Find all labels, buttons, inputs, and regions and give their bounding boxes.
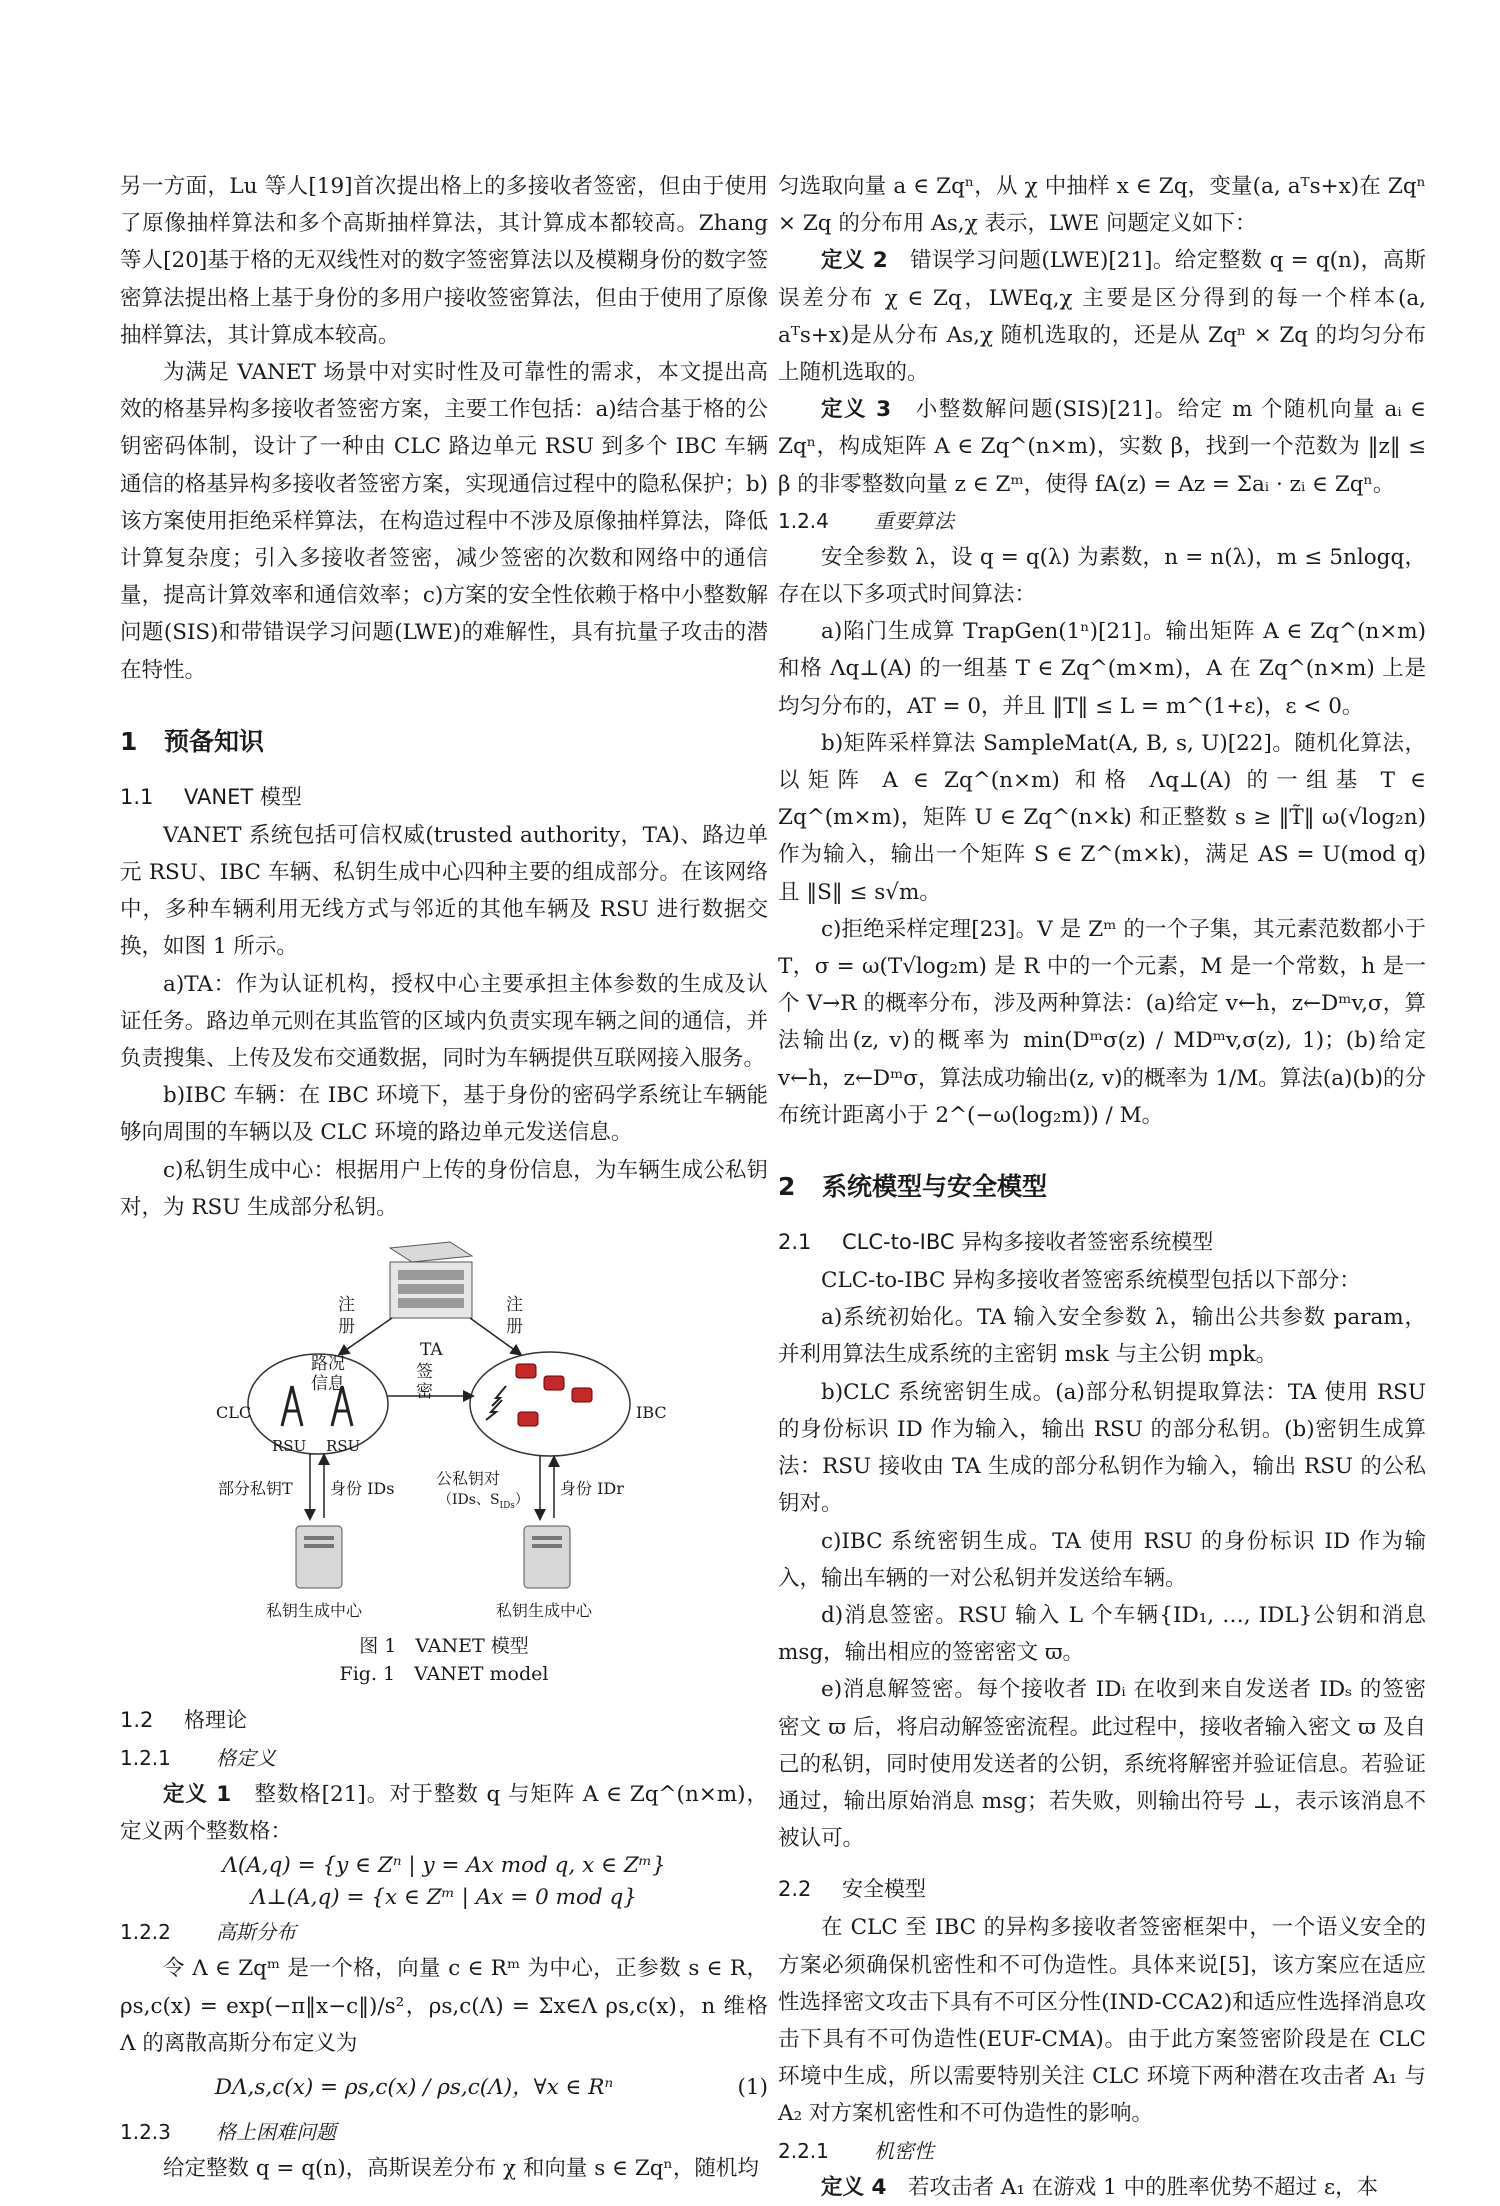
subsubsection-title: 重要算法: [874, 508, 954, 533]
figure-label: 注册: [506, 1295, 523, 1338]
figure-label: 私钥生成中心: [496, 1601, 593, 1621]
wireless-signal-icon: [486, 1386, 506, 1420]
paragraph: a)陷门生成算 TrapGen(1ⁿ)[21]。输出矩阵 A ∈ Zq^(n×m) 和格 Λq⊥(A) 的一组基 T ∈ Zq^(m×m)，A 在 Zq^(n×m) 上是均匀分布的，AT = 0，并且 ‖T‖ ≤ L = m^(1+ε)，ε < 0。: [778, 619, 1426, 719]
paragraph: e)消息解签密。每个接收者 IDᵢ 在收到来自发送者 IDₛ 的签密密文 ϖ 后，将启动解签密流程。此过程中，接收者输入密文 ϖ 及自己的私钥，同时使用发送者的公钥，系统将解密并验证信息。若验证通过，输出原始消息 msg；若失败，则输出符号 ⊥，表示该消息不被认可。: [778, 1677, 1426, 1852]
vanet-diagram: [120, 1236, 768, 1628]
subsection-title: 格理论: [184, 1708, 247, 1733]
figure-label: 注册: [338, 1295, 355, 1338]
vehicle-icon: [544, 1376, 564, 1390]
definition-label: 定义 2: [821, 248, 888, 274]
ta-server-icon: [390, 1242, 472, 1318]
subsection-heading: [778, 1224, 1426, 1260]
paragraph: CLC-to-IBC 异构多接收者签密系统模型包括以下部分：: [821, 1268, 1361, 1294]
figure-label: 私钥生成中心: [266, 1601, 363, 1621]
figure-label: IBC: [636, 1403, 667, 1423]
paragraph: a)系统初始化。TA 输入安全参数 λ，输出公共参数 param，并利用算法生成系统的主密钥 msk 与主公钥 mpk。: [778, 1305, 1426, 1368]
subsubsection-heading: [120, 1740, 768, 1776]
section-number: 2: [778, 1172, 796, 1202]
subsubsection-number: 2.2.1: [778, 2138, 829, 2163]
figure-label: RSU: [326, 1437, 361, 1456]
paragraph: 给定整数 q = q(n)，高斯误差分布 χ 和向量 s ∈ Zqⁿ，随机均: [163, 2156, 759, 2182]
equation-number: (1): [737, 2075, 768, 2101]
subsubsection-heading: [778, 2133, 1426, 2169]
paragraph: b)矩阵采样算法 SampleMat(A, B, s, U)[22]。随机化算法，以矩阵 A ∈ Zq^(n×m) 和格 Λq⊥(A) 的一组基 T ∈ Zq^(m×m)，矩阵 U ∈ Zq^(n×k) 和正整数 s ≥ ‖T̃‖ ω(√log₂n) 作为输入，输出一个矩阵 S ∈ Z^(m×k)，满足 AS = U(mod q) 且 ‖S‖ ≤ s√m。: [778, 730, 1426, 905]
definition: 定义 1 整数格[21]。对于整数 q 与矩阵 A ∈ Zq^(n×m)，定义两个整数格：: [120, 1782, 768, 1845]
figure-vanet-model: [120, 1236, 768, 1628]
paragraph: d)消息签密。RSU 输入 L 个车辆{ID₁, …, IDL}公钥和消息 msg，输出相应的签密密文 ϖ。: [778, 1602, 1426, 1666]
figure-caption-en: Fig. 1 VANET model: [339, 1663, 549, 1686]
subsection-title: VANET 模型: [184, 784, 302, 809]
section-heading: [120, 723, 768, 761]
subsection-number: 1.1: [120, 784, 154, 809]
paragraph: b)IBC 车辆：在 IBC 环境下，基于身份的密码学系统让车辆能够向周围的车辆以及 CLC 环境的路边单元发送信息。: [120, 1083, 768, 1146]
section-heading: [778, 1168, 1426, 1206]
definition: 定义 3 小整数解问题(SIS)[21]。给定 m 个随机向量 aᵢ ∈ Zqⁿ，构成矩阵 A ∈ Zq^(n×m)，实数 β，找到一个范数为 ‖z‖ ≤ β 的非零整数向量 z ∈ Zᵐ，使得 fA(z) = Az = Σaᵢ · zᵢ ∈ Zqⁿ。: [778, 397, 1426, 497]
figure-label: TA: [420, 1340, 443, 1361]
paragraph: 匀选取向量 a ∈ Zqⁿ，从 χ 中抽样 x ∈ Zq，变量(a, aᵀs+x)在 Zqⁿ × Zq 的分布用 As,χ 表示，LWE 问题定义如下：: [778, 174, 1426, 237]
figure-caption-cn: 图 1 VANET 模型: [359, 1635, 529, 1658]
figure-label: 身份 IDs: [330, 1479, 395, 1499]
figure-label: （IDs、$S_{IDs}$）: [438, 1492, 529, 1511]
equation-row: [120, 2068, 768, 2108]
figure-label: RSU: [272, 1437, 307, 1456]
paragraph: VANET 系统包括可信权威(trusted authority，TA)、路边单元 RSU、IBC 车辆、私钥生成中心四种主要的组成部分。在该网络中，多种车辆利用无线方式与邻近的其他车辆及 RSU 进行数据交换，如图 1 所示。: [120, 822, 768, 960]
equation: Λ(A,q) = {y ∈ Zⁿ | y = Ax mod q, x ∈ Zᵐ}: [222, 1853, 666, 1879]
definition-label: 定义 4: [821, 2174, 887, 2200]
paragraph: a)TA：作为认证机构，授权中心主要承担主体参数的生成及认证任务。路边单元则在其监管的区域内负责实现车辆之间的通信，并负责搜集、上传及发布交通数据，同时为车辆提供互联网接入服务。: [120, 971, 768, 1072]
paragraph: c)私钥生成中心：根据用户上传的身份信息，为车辆生成公私钥对，为 RSU 生成部分私钥。: [120, 1157, 768, 1220]
definition-label: 定义 1: [163, 1782, 232, 1808]
subsubsection-heading: [120, 2114, 768, 2150]
subsection-heading: [120, 1702, 768, 1738]
pkg-server-icon: [524, 1526, 570, 1588]
subsubsection-title: 格上困难问题: [216, 2120, 336, 2145]
subsubsection-title: 机密性: [874, 2138, 934, 2163]
figure-label: CLC: [216, 1403, 252, 1423]
vehicle-icon: [516, 1364, 536, 1378]
right-column: [778, 168, 1426, 2206]
subsection-heading: [120, 779, 768, 815]
figure-label: 身份 IDr: [560, 1479, 624, 1499]
vehicle-icon: [572, 1388, 592, 1402]
subsection-title: CLC-to-IBC 异构多接收者签密系统模型: [842, 1230, 1214, 1255]
subsubsection-number: 1.2.2: [120, 1920, 171, 1945]
left-column: [120, 168, 768, 2187]
subsubsection-title: 格定义: [216, 1746, 276, 1771]
equation: Λ⊥(A,q) = {x ∈ Zᵐ | Ax = 0 mod q}: [251, 1885, 637, 1911]
subsection-number: 2.2: [778, 1877, 812, 1902]
definition: 定义 4 若攻击者 A₁ 在游戏 1 中的胜率优势不超过 ε，本: [821, 2174, 1379, 2200]
paragraph: b)CLC 系统密钥生成。(a)部分私钥提取算法：TA 使用 RSU 的身份标识 ID 作为输入，输出 RSU 的部分私钥。(b)密钥生成算法：RSU 接收由 TA 生成的部分私钥作为输入，输出 RSU 的公私钥对。: [778, 1379, 1426, 1517]
paragraph: 安全参数 λ，设 q = q(λ) 为素数，n = n(λ)，m ≤ 5nlogq，存在以下多项式时间算法：: [778, 544, 1426, 608]
paragraph: c)IBC 系统密钥生成。TA 使用 RSU 的身份标识 ID 作为输入，输出车辆的一对公私钥并发送给车辆。: [778, 1528, 1426, 1591]
rsu-tower-icon: [282, 1386, 302, 1426]
subsection-heading: [778, 1871, 1426, 1907]
paragraph: 令 Λ ∈ Zqᵐ 是一个格，向量 c ∈ Rᵐ 为中心，正参数 s ∈ R，ρs,c(x) = exp(−π‖x−c‖)/s²，ρs,c(Λ) = Σx∈Λ ρs,c(x)，n 维格 Λ 的离散高斯分布定义为: [120, 1956, 768, 2056]
subsubsection-number: 1.2.3: [120, 2120, 171, 2145]
subsubsection-number: 1.2.4: [778, 508, 829, 533]
subsubsection-heading: [120, 1914, 768, 1950]
figure-label: 公私钥对: [436, 1469, 501, 1489]
vehicle-icon: [518, 1412, 538, 1426]
figure-label: 签密: [416, 1362, 433, 1403]
subsection-number: 1.2: [120, 1708, 154, 1733]
pkg-server-icon: [296, 1526, 342, 1588]
section-title: 系统模型与安全模型: [822, 1172, 1048, 1202]
paragraph: 另一方面，Lu 等人[19]首次提出格上的多接收者签密，但由于使用了原像抽样算法和多个高斯抽样算法，其计算成本都较高。Zhang 等人[20]基于格的无双线性对的数字签密算法以及模糊身份的数字签密算法提出格上基于身份的多用户接收签密算法，但由于使用了原像抽样算法，其计算成本较高。: [120, 174, 768, 348]
subsubsection-title: 高斯分布: [216, 1920, 296, 1945]
paragraph: 为满足 VANET 场景中对实时性及可靠性的需求，本文提出高效的格基异构多接收者签密方案，主要工作包括：a)结合基于格的公钥密码体制，设计了一种由 CLC 路边单元 RSU 到多个 IBC 车辆通信的格基异构多接收者签密方案，实现通信过程中的隐私保护；b)该方案使用拒绝采样算法，在构造过程中不涉及原像抽样算法，降低计算复杂度；引入多接收者签密，减少签密的次数和网络中的通信量，提高计算效率和通信效率；c)方案的安全性依赖于格中小整数解问题(SIS)和带错误学习问题(LWE)的难解性，具有抗量子攻击的潜在特性。: [120, 360, 768, 683]
subsection-number: 2.1: [778, 1230, 812, 1255]
section-number: 1: [120, 726, 138, 756]
equation: DΛ,s,c(x) = ρs,c(x) / ρs,c(Λ)，∀x ∈ Rⁿ: [214, 2075, 614, 2101]
subsubsection-number: 1.2.1: [120, 1746, 171, 1771]
figure-label: 部分私钥T: [218, 1479, 293, 1499]
subsubsection-heading: [778, 503, 1426, 539]
paragraph: 在 CLC 至 IBC 的异构多接收者签密框架中，一个语义安全的方案必须确保机密性和不可伪造性。具体来说[5]，该方案应在适应性选择密文攻击下具有不可区分性(IND-CCA2)和适应性选择消息攻击下具有不可伪造性(EUF-CMA)。由于此方案签密阶段是在 CLC 环境中生成，所以需要特别关注 CLC 环境下两种潜在攻击者 A₁ 与 A₂ 对方案机密性和不可伪造性的影响。: [778, 1915, 1426, 2127]
figure-label: 路况信息: [311, 1354, 345, 1395]
section-title: 预备知识: [164, 726, 265, 756]
paragraph: c)拒绝采样定理[23]。V 是 Zᵐ 的一个子集，其元素范数都小于 T，σ = ω(T√log₂m) 是 R 中的一个元素，M 是一个常数，h 是一个 V→R 的概率分布，涉及两种算法：(a)给定 v←h，z←Dᵐv,σ，算法输出(z, v)的概率为 min(Dᵐσ(z) / MDᵐv,σ(z), 1)；(b)给定 v←h，z←Dᵐσ，算法成功输出(z, v)的概率为 1/M。算法(a)(b)的分布统计距离小于 2^(−ω(log₂m)) / M。: [778, 916, 1426, 1128]
definition-label: 定义 3: [821, 397, 892, 423]
subsection-title: 安全模型: [842, 1877, 926, 1902]
definition: 定义 2 错误学习问题(LWE)[21]。给定整数 q = q(n)，高斯误差分布 χ ∈ Zq，LWEq,χ 主要是区分得到的每一个样本(a, aᵀs+x)是从分布 As,χ 随机选取的，还是从 Zqⁿ × Zq 的均匀分布上随机选取的。: [778, 248, 1426, 386]
